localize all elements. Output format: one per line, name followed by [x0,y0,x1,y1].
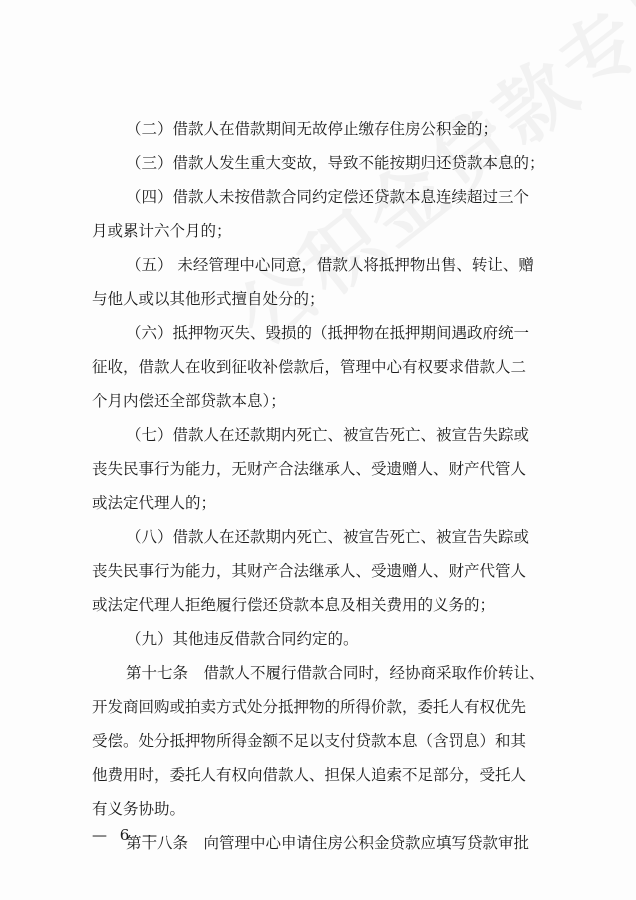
clause-5-line-1: （五） 未经管理中心同意，借款人将抵押物出售、转让、赠 [126,256,534,274]
clause-8-line-1: （八）借款人在还款期内死亡、被宣告死亡、被宣告失踪或 [126,528,530,546]
article-17-line-5: 有义务协助。 [92,800,186,818]
clause-9: （九）其他违反借款合同约定的。 [126,630,359,648]
clause-6-line-2: 征收，借款人在收到征收补偿款后，管理中心有权要求借款人二 [92,358,527,376]
article-17-line-2: 开发商回购或拍卖方式处分抵押物的所得价款，委托人有权优先 [92,698,527,716]
clause-4-line-1: （四）借款人未按借款合同约定偿还贷款本息连续超过三个 [126,188,530,206]
clause-2: （二）借款人在借款期间无故停止缴存住房公积金的； [126,120,499,138]
clause-7-line-3: 或法定代理人的； [92,494,217,512]
body-text [92,112,554,860]
clause-8-line-3: 或法定代理人拒绝履行偿还贷款本息及相关费用的义务的； [92,596,496,614]
clause-3: （三）借款人发生重大变故，导致不能按期归还贷款本息的； [126,154,545,172]
clause-6-line-3: 个月内偿还全部贷款本息）； [92,392,286,410]
clause-8-line-2: 丧失民事行为能力，其财产合法继承人、受遗赠人、财产代管人 [92,562,527,580]
article-17-line-1: 第十七条 借款人不履行借款合同时，经协商采取作价转让、 [126,664,545,682]
clause-6-line-1: （六）抵押物灭失、毁损的（抵押物在抵押期间遇政府统一 [126,324,530,342]
clause-4-line-2: 月或累计六个月的； [92,222,232,240]
clause-5-line-2: 与他人或以其他形式擅自处分的； [92,290,325,308]
page-number: — 6 — [92,826,162,844]
clause-7-line-1: （七）借款人在还款期内死亡、被宣告死亡、被宣告失踪或 [126,426,530,444]
clause-7-line-2: 丧失民事行为能力，无财产合法继承人、受遗赠人、财产代管人 [92,460,527,478]
article-17-line-4: 他费用时，委托人有权向借款人、担保人追索不足部分，受托人 [92,766,527,784]
article-17-line-3: 受偿。处分抵押物所得金额不足以支付贷款本息（含罚息）和其 [92,732,527,750]
article-18-line-1: 第十八条 向管理中心申请住房公积金贷款应填写贷款审批 [126,834,530,852]
